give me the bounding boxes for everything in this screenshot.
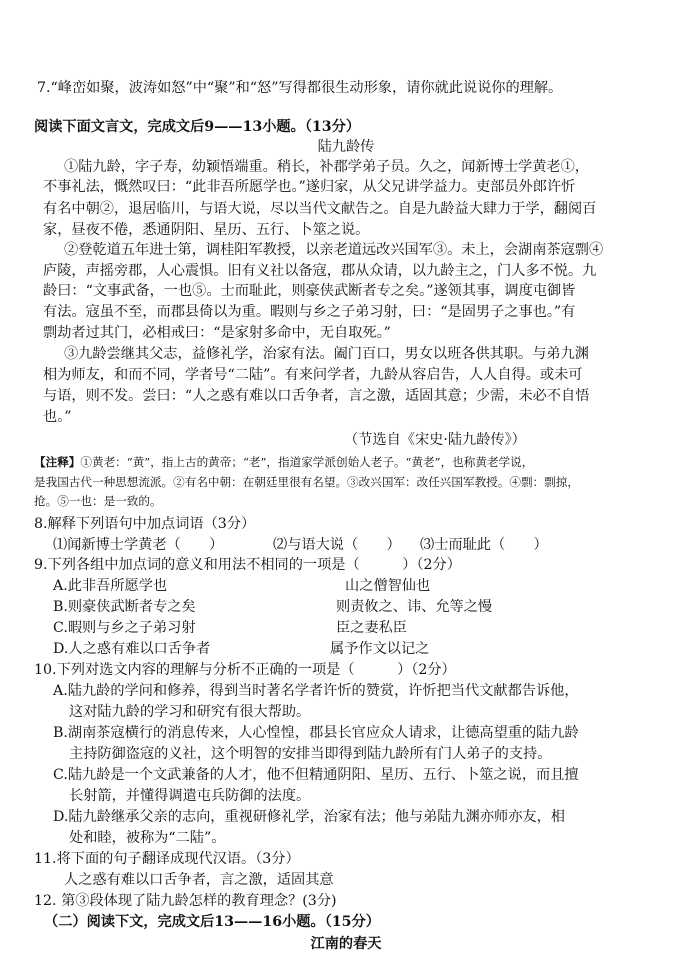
question-9-stem: 9.下列各组中加点词的意义和用法不相同的一项是（ ）（2分）: [34, 557, 461, 573]
paragraph-line: ③九龄尝继其父志，益修礼学，治家有法。阖门百口，男女以班各供其职。与弟九渊: [64, 346, 589, 362]
paragraph-line: 有法。寇虽不至，而郡县倚以为重。暇则与乡之子弟习射，曰：“是固男子之事也。”有: [43, 304, 576, 320]
option-line: 处和睦，被称为“二陆”。: [69, 830, 226, 846]
option-c-left: C.暇则与乡之子弟习射: [53, 620, 196, 636]
option-line: 长射箭，并懂得调遣屯兵防御的法度。: [69, 788, 311, 804]
option-b-left: B.则豪侠武断者专之矣: [53, 599, 196, 615]
section-heading: 阅读下面文言文，完成文后9——13小题。（13分）: [34, 119, 361, 135]
source-citation: （节选自《宋史·陆九龄传》）: [344, 432, 526, 448]
paragraph-line: ①陆九龄，字子寿，幼颖悟端重。稍长，补郡学弟子员。久之，闻新博士学黄老①，: [64, 159, 589, 175]
question-8-item: ⑶士而耻此（ ）: [420, 537, 548, 553]
question-8-item: ⑵与语大说（ ）: [273, 537, 401, 553]
question-10-stem: 10.下列对选文内容的理解与分析不正确的一项是（ ）（2分）: [34, 662, 456, 678]
option-line: 主持防御盗寇的义社，这个明智的安排当即得到陆九龄所有门人弟子的支持。: [69, 746, 552, 762]
annotation-label: 【注释】: [34, 455, 81, 469]
question-8-stem: 8.解释下列语句中加点词语（3分）: [34, 516, 256, 532]
paragraph-line: 有名中朝②，退居临川，与语大说，尽以当代文献告之。自是九龄益大肆力于学，翻阅百: [43, 201, 597, 217]
question-11-stem: 11.将下面的句子翻译成现代汉语。（3分）: [34, 851, 300, 867]
paragraph-line: 龄曰：“文事武备，一也⑤。士而耻此，则豪侠武断者专之矣。”遂领其事，调度屯御皆: [43, 283, 576, 299]
option-b-right: 则责攸之、讳、允等之慢: [336, 599, 493, 615]
option-line: D.陆九龄继承父亲的志向，重视研修礼学，治家有法；他与弟陆九渊亦师亦友，相: [53, 809, 565, 825]
paragraph-line: 不事礼法，慨然叹曰：“此非吾所愿学也。”遂归家，从父兄讲学益力。吏部员外郎许忻: [43, 179, 576, 195]
section-2-title: 江南的春天: [310, 936, 382, 952]
paragraph-line: 庐陵，声摇旁郡，人心震惧。旧有义社以备寇，郡从众请，以九龄主之，门人多不悦。九: [43, 263, 597, 279]
question-7: 7.“峰峦如聚，波涛如怒”中“聚”和“怒”写得都很生动形象，请你就此说说你的理解。: [37, 80, 563, 96]
option-line: 这对陆九龄的学习和研究有很大帮助。: [69, 704, 311, 720]
paragraph-line: 剽劫者过其门，必相戒曰：“是家射多命中，无自取死。”: [43, 325, 391, 341]
option-c-right: 臣之妻私臣: [336, 620, 407, 636]
paragraph-line: 相为师友，和而不同，学者号“二陆”。有来问学者，九龄从容启告，人人自得。或未可: [43, 367, 583, 383]
translation-sentence: 人之惑有难以口舌争者，言之激，适固其意: [64, 872, 334, 888]
section-2-heading: （二）阅读下文，完成文后13——16小题。（15分）: [44, 914, 380, 930]
paragraph-line: 与语，则不发。尝曰：“人之惑有难以口舌争者，言之激，适固其意；少需，未必不自悟: [43, 388, 590, 404]
option-line: B.湖南茶寇横行的消息传来，人心惶惶，郡县长官应众人请求，让德高望重的陆九龄: [53, 725, 579, 741]
annotation-line: 是我国古代一种思想流派。②有名中朝：在朝廷里很有名望。③改兴国军：改任兴国军教授。④剽：剽掠，: [34, 475, 579, 489]
annotation-line: ①黄老：“黄”，指上古的黄帝；“老”，指道家学派创始人老子。“黄老”，也称黄老学说，: [80, 455, 534, 469]
question-8-item: ⑴闻新博士学黄老（ ）: [53, 537, 224, 553]
paragraph-line: 家，昼夜不倦，悉通阴阳、星历、五行、卜筮之说。: [43, 222, 370, 238]
passage-title: 陆九龄传: [317, 139, 375, 155]
paragraph-line: 也。”: [43, 409, 72, 425]
annotation-line: 抢。⑤一也：是一致的。: [34, 494, 162, 508]
option-a-right: 山之僧智仙也: [345, 578, 431, 594]
option-d-right: 属予作文以记之: [330, 641, 430, 657]
option-line: A.陆九龄的学问和修养，得到当时著名学者许忻的赞赏，许忻把当代文献都告诉他，: [53, 683, 579, 699]
option-d-left: D.人之惑有难以口舌争者: [53, 641, 211, 657]
option-a-left: A.此非吾所愿学也: [53, 578, 168, 594]
paragraph-line: ②登乾道五年进士第，调桂阳军教授，以亲老道远改兴国军③。未上，会湖南茶寇剽④: [64, 242, 604, 258]
question-12: 12. 第③段体现了陆九龄怎样的教育理念？(3分): [34, 893, 337, 909]
option-line: C.陆九龄是一个文武兼备的人才，他不但精通阴阳、星历、五行、卜筮之说，而且擅: [53, 767, 579, 783]
